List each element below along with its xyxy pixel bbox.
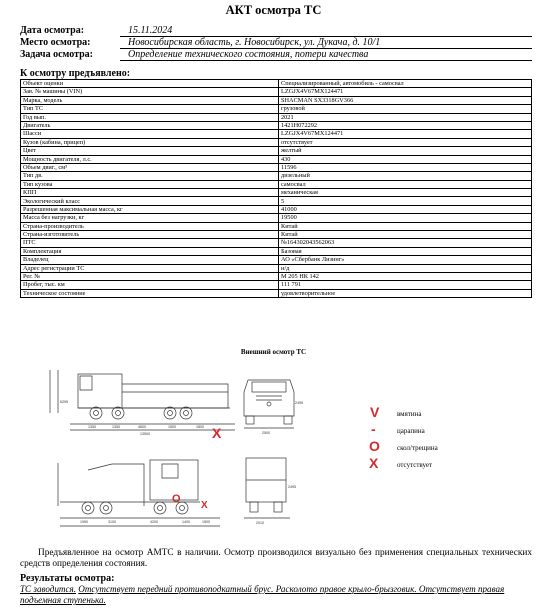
row-label: Владелец [21,256,279,264]
underline [120,60,532,61]
table-row [21,147,532,155]
row-value: н/д [279,264,532,272]
row-value: самосвал [279,180,532,188]
row-label: Тип дв. [21,172,279,180]
dim-label: 13500 [140,432,150,436]
row-label: Разрешенная максимальная масса, кг [21,205,279,213]
row-label: Кузов (кабина, прицеп) [21,138,279,146]
meta-label: Дата осмотра: [20,25,85,36]
table-row [21,96,532,104]
row-value: 11596 [279,163,532,171]
meta-label: Задача осмотра: [20,49,93,60]
table-row [21,239,532,247]
row-value: М 205 НК 142 [279,272,532,280]
legend-dent-label: вмятина [397,410,422,418]
row-label: Двигатель [21,121,279,129]
table-row [21,155,532,163]
legend-scratch-label: царапина [397,427,425,435]
table-row [21,88,532,96]
damage-mark-missing: X [201,500,208,511]
legend-dent-symbol: V [370,404,380,420]
meta-label: Место осмотра: [20,37,91,48]
row-value: отсутствует [279,138,532,146]
row-label: Мощность двигателя, л.с. [21,155,279,163]
legend-scratch-symbol: - [371,421,376,437]
row-label: Страна-производитель [21,222,279,230]
row-label: ПТС [21,239,279,247]
row-label: Страна-изготовитель [21,231,279,239]
dim-label: 1800 [196,425,204,429]
table-row [21,105,532,113]
row-value: механическая [279,189,532,197]
legend-missing-symbol: X [369,455,379,471]
table-row [21,256,532,264]
table-row [21,247,532,255]
row-value: 1421H072292 [279,121,532,129]
truck-rear-view-bottom [244,458,290,518]
row-label: Шасси [21,130,279,138]
visual-inspection-title: Внешний осмотр ТС [240,348,307,356]
meta-value: Определение технического состояния, потери качества [128,49,369,60]
row-label: Рег. № [21,272,279,280]
row-value: 41000 [279,205,532,213]
row-label: Адрес регистрации ТС [21,264,279,272]
dim-label: 4200 [150,520,158,524]
row-value: Специализированный, автомобиль - самосвал [279,80,532,88]
row-value: Базовая [279,247,532,255]
table-row [21,289,532,297]
damage-mark-chip: O [172,493,181,505]
dim-label: 4600 [138,425,146,429]
results-body: Отсутствует передний противоподкатный брус. Расколото правое крыло-брызговик. Отсутствует правая подъемная ступенька. [20,584,505,605]
dim-label: 2010 [256,521,264,525]
row-label: Экологический класс [21,197,279,205]
row-label: КПП [21,189,279,197]
row-value: АО «Сбербанк Лизинг» [279,256,532,264]
row-value: 19500 [279,214,532,222]
dim-label: 1400 [182,520,190,524]
inspection-paragraph: Предъявленное на осмотр АМТС в наличии. Осмотр производился визуально без применения специальных технических средств определения состояния. [20,548,532,569]
results-underlined: ТС заводится. [20,584,76,594]
row-label: Марка, модель [21,96,279,104]
dim-label: 2495 [288,485,296,489]
table-row [21,264,532,272]
vehicle-diagram [0,358,547,548]
row-label: Техническое состояние [21,289,279,297]
row-value: удовлетворительное [279,289,532,297]
table-row [21,222,532,230]
dim-label: 1350 [88,425,96,429]
meta-row-place [20,37,532,48]
row-value: грузовой [279,105,532,113]
table-row [21,121,532,129]
table-row [21,205,532,213]
dim-label: 1350 [112,425,120,429]
dim-label: 2500 [262,431,270,435]
table-row [21,163,532,171]
row-value: 430 [279,155,532,163]
row-label: Масса без нагрузки, кг [21,214,279,222]
meta-row-task [20,49,532,60]
row-value: желтый [279,147,532,155]
row-label: Тип кузова [21,180,279,188]
meta-value: 15.11.2024 [128,25,173,36]
truck-front-view-top [244,380,294,428]
truck-side-view-top [50,370,235,430]
results-title: Результаты осмотра: [20,573,115,584]
table-row [21,138,532,146]
meta-value: Новосибирская область, г. Новосибирск, ул. Дукача, д. 10/1 [128,37,381,48]
row-value: Китай [279,222,532,230]
dim-label: 1950 [80,520,88,524]
row-label: Зав. № машины (VIN) [21,88,279,96]
dim-label: 1500 [202,520,210,524]
vehicle-details-table [20,79,532,298]
row-value: LZGJX4V67MX124471 [279,88,532,96]
dim-label: 1500 [168,425,176,429]
row-label: Комплектация [21,247,279,255]
damage-mark-missing: X [212,425,222,441]
results-text [20,584,532,606]
dim-label: 3100 [108,520,116,524]
row-value: 5 [279,197,532,205]
table-row [21,130,532,138]
table-row [21,197,532,205]
section-title: К осмотру предъявлено: [20,68,131,79]
truck-side-view-bottom [58,460,220,526]
table-row [21,214,532,222]
dim-label: 6295 [60,400,68,404]
legend-missing-label: отсутствует [397,461,433,469]
legend-chip-symbol: O [369,438,380,454]
dim-label: 2495 [295,401,303,405]
table-row [21,281,532,289]
row-value: LZGJX4V67MX124471 [279,130,532,138]
row-value: 111 791 [279,281,532,289]
row-value: дизельный [279,172,532,180]
row-label: Год вып. [21,113,279,121]
row-label: Цвет [21,147,279,155]
meta-row-date [20,25,532,36]
row-label: Объект оценки [21,80,279,88]
table-row [21,272,532,280]
document-title: АКТ осмотра ТС [225,3,322,17]
row-value: SHACMAN SX3318GV366 [279,96,532,104]
table-row [21,189,532,197]
table-row [21,231,532,239]
row-value: №164302043562063 [279,239,532,247]
table-row [21,180,532,188]
table-row [21,172,532,180]
table-row [21,80,532,88]
row-value: 2021 [279,113,532,121]
legend-chip-label: скол/трещина [397,444,438,452]
table-row [21,113,532,121]
row-value: Китай [279,231,532,239]
row-label: Пробег, тыс. км [21,281,279,289]
row-label: Объем двиг., см³ [21,163,279,171]
row-label: Тип ТС [21,105,279,113]
